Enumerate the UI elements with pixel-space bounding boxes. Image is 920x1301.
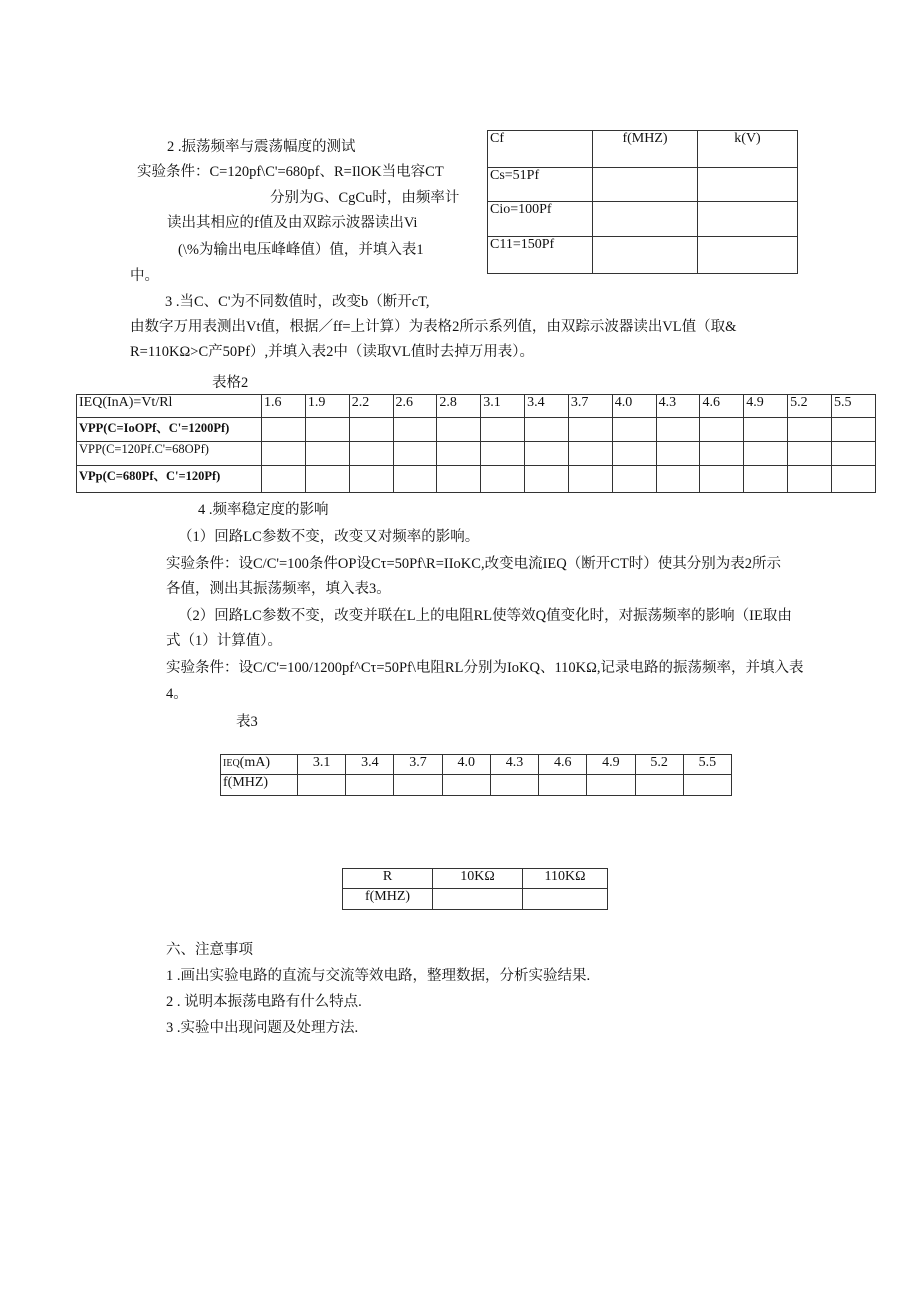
table2-cell (831, 442, 875, 466)
table1-row-label: Cs=51Pf (488, 168, 593, 202)
table3-header-value: 4.6 (539, 755, 587, 775)
table3-caption: 表3 (236, 714, 258, 730)
table1-cell (698, 237, 798, 274)
table2-row-label: VPp(C=680Pf、C'=120Pf) (77, 466, 262, 493)
table2-header-value: 1.9 (305, 395, 349, 418)
section2-line3: 读出其相应的f值及由双踪示波器读出Vi (167, 215, 418, 231)
section2-line1: 实验条件：C=120pf\C'=680pf、R=IlOK当电容CT (137, 164, 444, 180)
table2-cell (656, 418, 700, 442)
notes-item: 2 . 说明本振荡电路有什么特点. (166, 994, 362, 1010)
section4-p4b: 4。 (166, 686, 188, 702)
table3-header-label: IEQ(mA) (221, 755, 298, 775)
table2-header-value: 2.2 (349, 395, 393, 418)
section4-heading: 4 .频率稳定度的影响 (198, 502, 329, 518)
table2-header-value: 4.3 (656, 395, 700, 418)
table3-cell (442, 775, 490, 796)
table2-cell (525, 418, 569, 442)
section4-p3b: 式（1）计算值）。 (166, 633, 282, 649)
table1-cell (698, 168, 798, 202)
table1 (487, 130, 798, 274)
table2-cell (305, 466, 349, 493)
table2-header-value: 5.2 (788, 395, 832, 418)
table2-cell (262, 418, 306, 442)
section2-line2: 分别为G、CgCu时，由频率计 (270, 190, 460, 206)
table2-header-value: 5.5 (831, 395, 875, 418)
table2-cell (393, 466, 437, 493)
section3-line2: 由数字万用表测出Vt值，根据／ff=上计算）为表格2所示系列值，由双踪示波器读出VL值（取& (130, 319, 737, 335)
table2-header-value: 3.1 (481, 395, 525, 418)
table2-header-value: 4.9 (744, 395, 788, 418)
section4-p2a: 实验条件：设C/C'=100条件OP设Cτ=50Pf\R=IIoKC,改变电流IEQ（断开CT时）使其分别为表2所示 (166, 556, 782, 572)
table1-row-label: Cio=100Pf (488, 202, 593, 237)
table2-cell (656, 466, 700, 493)
table1-header-v: k(V) (698, 131, 798, 168)
table2-cell (349, 418, 393, 442)
table4-row-label: f(MHZ) (343, 889, 433, 910)
table4-header-value: 110KΩ (523, 869, 608, 889)
section4-p3a: （2）回路LC参数不变，改变并联在L上的电阻RL使等效Q值变化时，对振荡频率的影响（IE取由 (178, 608, 792, 624)
table1-cell (593, 168, 698, 202)
table1-cell (593, 237, 698, 274)
table2-cell (831, 466, 875, 493)
table2 (76, 394, 876, 493)
table2-cell (437, 418, 481, 442)
table3-cell (394, 775, 442, 796)
table2-cell (481, 442, 525, 466)
table4 (342, 868, 608, 910)
table2-cell (612, 466, 656, 493)
table2-caption: 表格2 (212, 375, 249, 391)
table1-header-freq: f(MHZ) (593, 131, 698, 168)
table3-header-value: 5.5 (683, 755, 731, 775)
table3-cell (683, 775, 731, 796)
table2-cell (262, 442, 306, 466)
table1-cell (698, 202, 798, 237)
table3-header-value: 4.9 (587, 755, 635, 775)
table3-header-value: 4.0 (442, 755, 490, 775)
section4-p1: （1）回路LC参数不变，改变又对频率的影响。 (178, 529, 480, 545)
table2-cell (831, 418, 875, 442)
section3-line3: R=110KΩ>C产50Pf）,并填入表2中（读取VL值时去掉万用表）。 (130, 344, 535, 360)
table2-cell (612, 442, 656, 466)
table4-cell (433, 889, 523, 910)
table2-cell (656, 442, 700, 466)
table3-cell (635, 775, 683, 796)
table2-cell (568, 466, 612, 493)
table3-cell (587, 775, 635, 796)
table2-cell (744, 442, 788, 466)
table2-cell (700, 466, 744, 493)
table3-cell (490, 775, 538, 796)
notes-item: 1 .画出实验电路的直流与交流等效电路，整理数据，分析实验结果. (166, 968, 591, 984)
table3-header-value: 4.3 (490, 755, 538, 775)
table2-cell (393, 418, 437, 442)
table2-cell (525, 442, 569, 466)
table2-cell (481, 418, 525, 442)
table2-header-value: 1.6 (262, 395, 306, 418)
table2-header-value: 4.0 (612, 395, 656, 418)
table2-cell (700, 442, 744, 466)
table2-header-value: 4.6 (700, 395, 744, 418)
section2-line4: (\%为输出电压峰峰值）值，并填入表1 (178, 242, 424, 258)
table2-cell (305, 442, 349, 466)
table1-cell (593, 202, 698, 237)
table2-cell (612, 418, 656, 442)
table3-header-value: 3.1 (298, 755, 346, 775)
table3-cell (346, 775, 394, 796)
table2-cell (437, 466, 481, 493)
table2-cell (481, 466, 525, 493)
table2-cell (788, 466, 832, 493)
table3 (220, 754, 732, 796)
table2-cell (393, 442, 437, 466)
table2-cell (525, 466, 569, 493)
table2-header-label: IEQ(InA)=Vt/Rl (77, 395, 262, 418)
table2-cell (349, 466, 393, 493)
table2-cell (349, 442, 393, 466)
table3-header-value: 5.2 (635, 755, 683, 775)
table1-header-cf: Cf (488, 131, 593, 168)
table2-cell (788, 442, 832, 466)
table4-header-value: 10KΩ (433, 869, 523, 889)
table3-cell (298, 775, 346, 796)
table2-row-label: VPP(C=120Pf.C'=68OPf) (77, 442, 262, 466)
table2-cell (744, 466, 788, 493)
table2-cell (744, 418, 788, 442)
section3-line1: 3 .当C、C'为不同数值时，改变b（断开cT, (165, 294, 430, 310)
table2-header-value: 2.8 (437, 395, 481, 418)
table2-cell (262, 466, 306, 493)
table2-cell (700, 418, 744, 442)
table2-header-value: 2.6 (393, 395, 437, 418)
table2-header-value: 3.7 (568, 395, 612, 418)
table3-row-label: f(MHZ) (221, 775, 298, 796)
section2-line5: 中。 (130, 268, 159, 284)
table2-cell (568, 442, 612, 466)
notes-item: 3 .实验中出现问题及处理方法. (166, 1020, 359, 1036)
notes-heading: 六、注意事项 (166, 942, 253, 958)
table2-row-label: VPP(C=IoOPf、C'=1200Pf) (77, 418, 262, 442)
table2-cell (788, 418, 832, 442)
section4-p4a: 实验条件：设C/C'=100/1200pf^Cτ=50Pf\电阻RL分别为IoKQ、110KΩ,记录电路的振荡频率，并填入表 (166, 660, 804, 676)
table4-cell (523, 889, 608, 910)
table3-cell (539, 775, 587, 796)
section4-p2b: 各值，测出其振荡频率，填入表3。 (166, 581, 391, 597)
table2-header-value: 3.4 (525, 395, 569, 418)
table2-cell (437, 442, 481, 466)
table4-header-label: R (343, 869, 433, 889)
table3-header-value: 3.4 (346, 755, 394, 775)
table2-cell (568, 418, 612, 442)
table3-header-value: 3.7 (394, 755, 442, 775)
table1-row-label: C11=150Pf (488, 237, 593, 274)
section2-heading: 2 .振荡频率与震荡幅度的测试 (167, 139, 356, 155)
table2-cell (305, 418, 349, 442)
